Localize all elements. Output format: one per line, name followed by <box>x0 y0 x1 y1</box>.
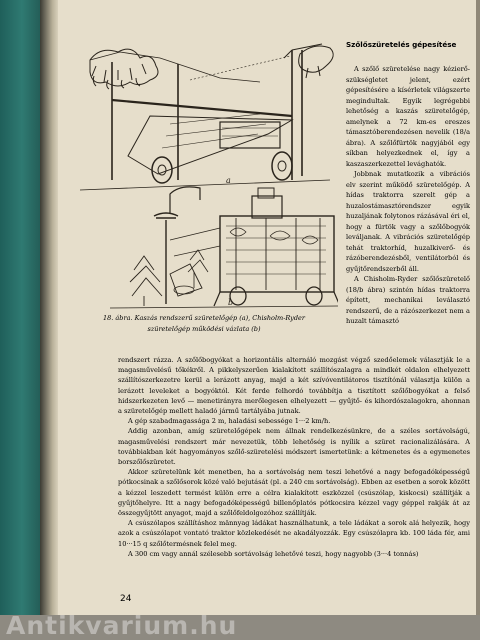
main-body-text <box>118 355 470 580</box>
body-paragraph-1: rendszert rázza. A szőlőbogyókat a horizontális alternáló mozgást végző szedőelemek választják le a magasművelésű tőkékről. A pikkelyszerűen kialakított szállítószalagra a mindkét oldalon elhelyezett szállítószerkezetre kerül a lerázott anyag, majd a két szívóventilátoros tisztítónál választja külön a lerázott leveleket a bogyóktól. Két ferde felhordó továbbítja a tisztított szőlőbogyókat a felső hidszerkezeten levő — menetirányra merőlegesen elhelyezett — gyűjtő- és kihordószalagokra, ahonnan a szüretelőgép mellett haladó jármű tartályába jutnak. <box>118 356 470 416</box>
diagram-b <box>110 187 338 308</box>
right-paragraph-3: A Chisholm-Ryder szőlőszüretelő (18/b ábra) szintén hídas traktorra épített, mechanikai leválasztó rendszerű, de a rázószerkezet nem a huzalt támasztó <box>346 275 470 325</box>
machine-illustration-figure <box>70 20 338 312</box>
watermark-text: Antikvarium.hu <box>6 611 238 640</box>
figure-label-b: b <box>228 298 234 307</box>
right-column-text <box>346 64 470 356</box>
body-paragraph-6: A 300 cm vagy annál szélesebb sortávolság lehetővé teszi, hogy nagyobb (3···4 tonnás) <box>128 549 419 558</box>
book-cover-spine <box>0 0 40 640</box>
figure-caption-line-1: 18. ábra. Kaszás rendszerű szüretelőgép (a), Chisholm-Ryder <box>103 314 305 322</box>
right-paragraph-2: Jobbnak mutatkozik a vibrációs elv szerint működő szüretelőgép. A hídas traktorra szerelt gép a huzalostámasztórendszer egyik huzaljának folytonos rázásával éri el, hogy a fürtök vagy a szőlőbogyók leváljanak. A vibrációs szüretelőgép tehát traktorhíd, huzalkiverő- és rázóberendezésből, ventilátorból és gyűjtőrendszerből áll. <box>346 170 470 273</box>
section-heading: Szőlőszüretelés gépesítése <box>346 40 457 49</box>
body-paragraph-4: Akkor szüretelünk két menetben, ha a sortávolság nem teszi lehetővé a nagy befogadóképességű pótkocsinak a szőlősorok közé való bejutását (pl. a 240 cm sortávolság). Ebben az esetben a sorok között a kézzel leszedett termést külön erre a célra kialakított eszközzel (csúszólap, kiskocsi) szállítják a gyűjtőhelyre. Itt a nagy befogadóképességű billenőplatós pótkocsira kézzel vagy géppel rakják át az összegyűjtött anyagot, majd a szőlőfeldolgozóhoz szállítják. <box>118 468 470 518</box>
body-paragraph-2: A gép szabadmagassága 2 m, haladási sebessége 1···2 km/h. <box>128 417 331 426</box>
figure-label-a: a <box>226 176 231 185</box>
right-paragraph-1: A szőlő szüretelése nagy kézierő-szükségletet jelent, ezért gépesítésére a kísérletek világszerte megindultak. Egyik legrégebbi lehetőség a kaszás szüretelőgép, amelynek a 72 km-es ereszes támasztóberendezésen nevelik (18/a ábra). A szőlőfürtök nagyjából egy síkban helyezkednek el, így a kaszaszerkezettel levághatók. <box>346 65 470 168</box>
page-gutter <box>40 0 58 640</box>
body-paragraph-5: A csúszólapos szállításhoz männyag ládákat használhatunk, a tele ládákat a sorok alá helyezik, hogy azok a csúszólapot vontató traktor közlekedését ne akadályozzák. Egy csúszólapra kb. 100 láda fér, ami 10···15 q szőlőtermésnek felel meg. <box>118 519 470 548</box>
machine-diagram <box>70 20 338 312</box>
figure-caption <box>66 313 342 334</box>
body-paragraph-3: Addig azonban, amíg szüretelőgépek nem állnak rendelkezésünkre, de a széles sortávolságú, magasművelési rendszert már nevezetük, több lehetőség is nyílik a szüret racionalizálására. A továbbiakban két hagyományos szőlő-szüretelési módszert ismertetünk: a kétmenetes és a egymenetes borszőlőszüretet. <box>118 427 470 467</box>
page-number: 24 <box>120 594 132 604</box>
figure-caption-line-2: szüretelőgép működési vázlata (b) <box>147 324 261 333</box>
diagram-a <box>80 44 333 190</box>
